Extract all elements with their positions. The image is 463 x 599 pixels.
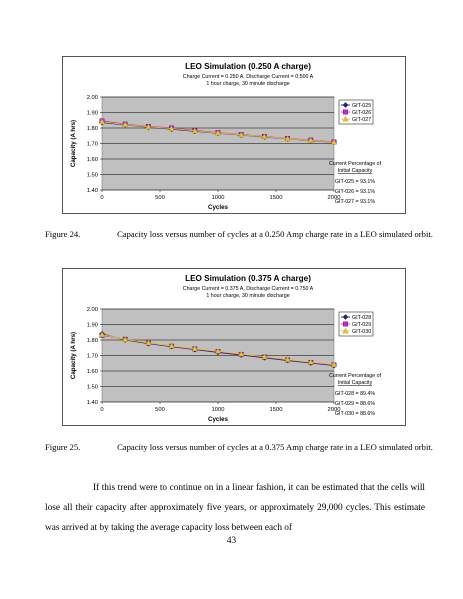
body-paragraph (45, 478, 425, 538)
chart-subtitle: Charge Current = 0.375 A, Discharge Current = 0.750 A (182, 286, 314, 292)
x-tick-label: 2000 (327, 195, 341, 201)
figure-25-text: Capacity loss versus number of cycles at a 0.375 Amp charge rate in a LEO simulated orbit. (117, 442, 433, 452)
y-axis-label: Capacity (A hrs) (70, 119, 77, 168)
body-paragraph-text: If this trend were to continue on in a linear fashion, it can be estimated that the cells will lose all their capacity after approximately five years, or approximately 29,000 cycles. This estimate was arrived at by taking the average capacity loss between each of (45, 483, 425, 533)
x-tick-label: 500 (155, 407, 165, 413)
y-tick-label: 2.00 (86, 307, 98, 313)
legend-label: GIT-028 (352, 315, 372, 321)
legend-label: GIT-029 (352, 322, 372, 328)
y-tick-label: 1.80 (86, 126, 98, 132)
y-tick-label: 1.90 (86, 110, 98, 117)
y-tick-label: 1.90 (86, 322, 98, 329)
legend-label: GIT-027 (352, 117, 372, 123)
y-tick-label: 1.60 (86, 369, 98, 375)
chart-1-svg (63, 57, 405, 213)
annotation-line: GIT-029 = 88.6% (334, 401, 376, 407)
chart-1 (62, 56, 406, 214)
chart-2-svg (63, 269, 405, 425)
annotation-line: GIT-027 = 93.1% (334, 199, 376, 205)
annotation-line: GIT-025 = 93.1% (334, 179, 376, 185)
legend-label: GIT-025 (352, 103, 372, 109)
x-tick-label: 500 (155, 195, 165, 201)
annotation-subtitle: Initial Capacity (337, 168, 373, 174)
x-tick-label: 0 (100, 407, 104, 413)
x-tick-label: 1500 (269, 407, 283, 413)
chart-subtitle: Charge Current = 0.250 A, Discharge Current = 0.500 A (182, 74, 314, 80)
y-tick-label: 2.00 (86, 95, 98, 101)
annotation-title: Current Percentage of (328, 161, 382, 167)
chart-2 (62, 268, 406, 426)
x-tick-label: 1000 (211, 195, 225, 201)
y-tick-label: 1.50 (86, 172, 98, 179)
y-tick-label: 1.60 (86, 157, 98, 163)
legend-label: GIT-026 (352, 110, 372, 116)
x-tick-label: 0 (100, 195, 104, 201)
annotation-line: GIT-028 = 89.4% (334, 391, 376, 397)
y-tick-label: 1.40 (86, 188, 98, 194)
x-axis-label: Cycles (208, 204, 228, 211)
page-number: 43 (226, 536, 237, 546)
x-axis-label: Cycles (208, 416, 228, 423)
legend-label: GIT-030 (352, 329, 372, 335)
chart-subtitle: 1 hour charge, 30 minute discharge (206, 293, 290, 299)
legend-marker (343, 322, 347, 326)
x-tick-label: 1000 (211, 407, 225, 413)
figure-24-text: Capacity loss versus number of cycles at a 0.250 Amp charge rate in a LEO simulated orbit. (117, 229, 433, 239)
y-tick-label: 1.70 (86, 353, 98, 360)
annotation-line: GIT-026 = 93.1% (334, 189, 376, 195)
annotation-title: Current Percentage of (328, 373, 382, 379)
chart-title: LEO Simulation (0.375 A charge) (185, 274, 311, 283)
chart-subtitle: 1 hour charge, 30 minute discharge (206, 81, 290, 87)
x-tick-label: 1500 (269, 195, 283, 201)
figure-24-label: Figure 24. (45, 229, 81, 239)
annotation-subtitle: Initial Capacity (337, 380, 373, 386)
y-tick-label: 1.40 (86, 400, 98, 406)
y-axis-label: Capacity (A hrs) (70, 331, 77, 380)
y-tick-label: 1.50 (86, 384, 98, 391)
annotation-line: GIT-030 = 88.6% (334, 411, 376, 417)
y-tick-label: 1.80 (86, 338, 98, 344)
x-tick-label: 2000 (327, 407, 341, 413)
chart-title: LEO Simulation (0.250 A charge) (185, 62, 311, 71)
y-tick-label: 1.70 (86, 141, 98, 148)
legend-marker (343, 110, 347, 114)
figure-25-label: Figure 25. (45, 442, 81, 452)
